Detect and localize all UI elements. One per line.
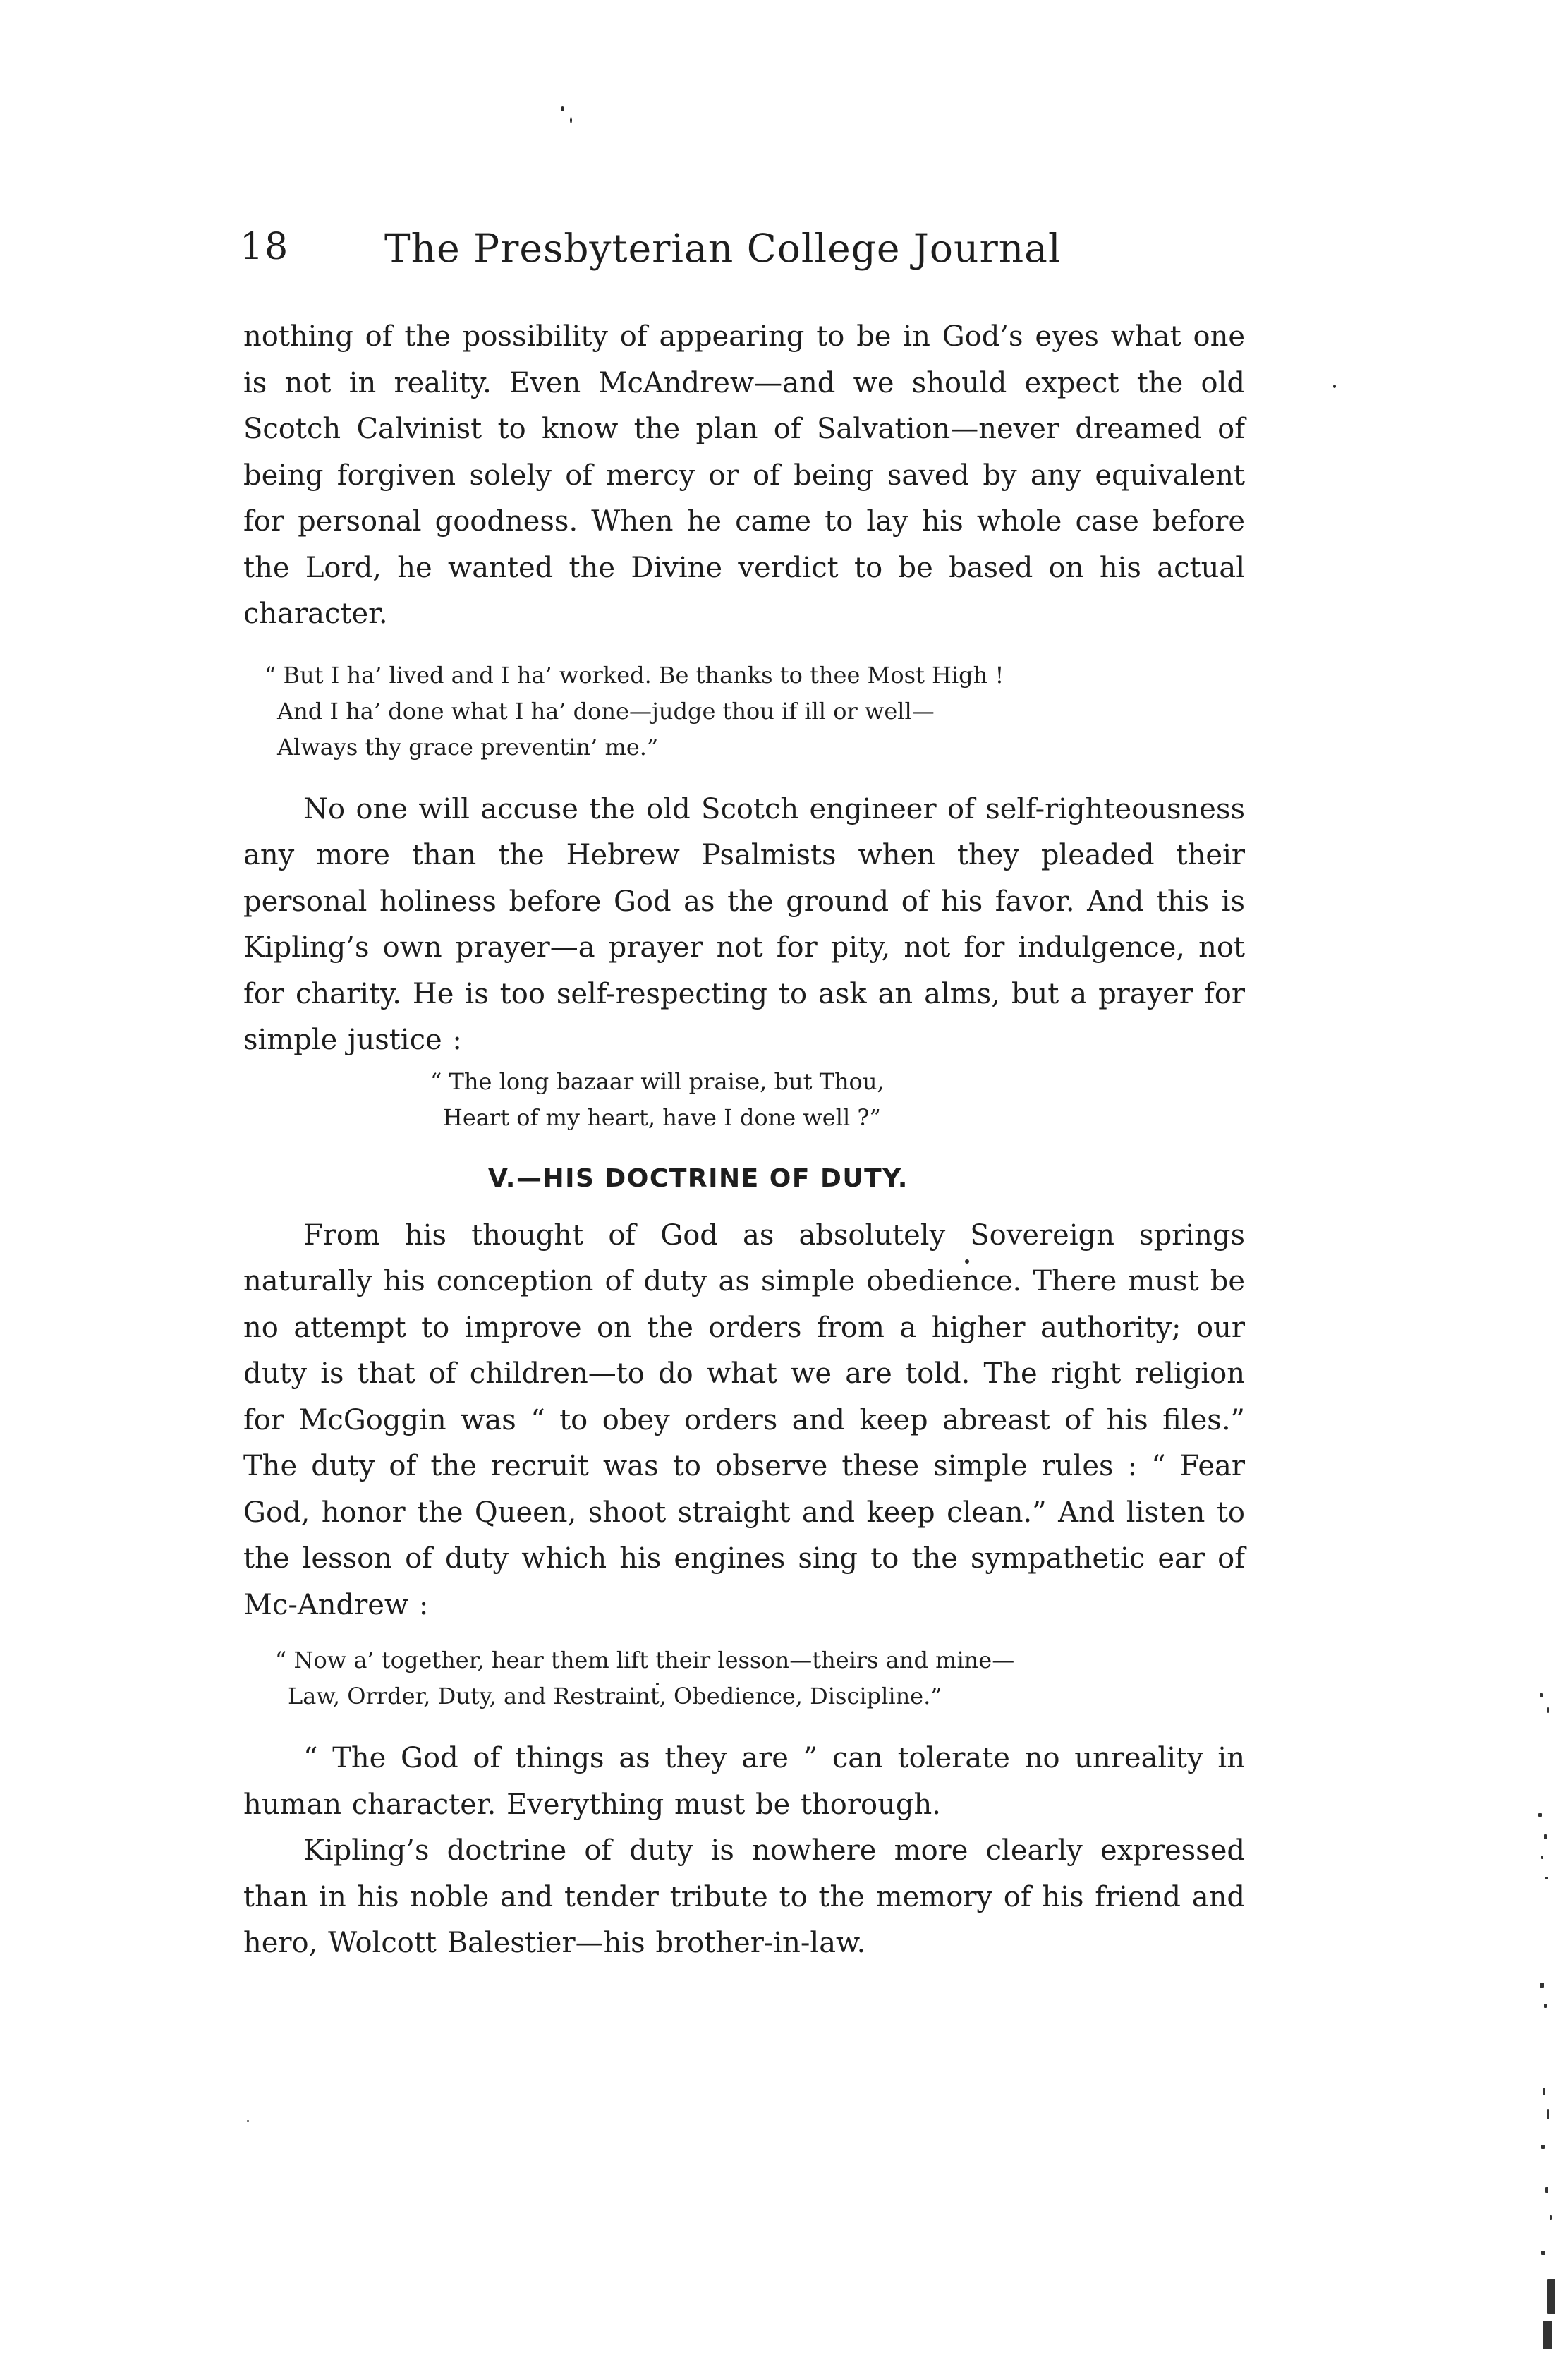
verse-quote: [275, 1642, 1245, 1714]
scan-speck: [247, 2120, 249, 2122]
section-heading: V.—HIS DOCTRINE OF DUTY.: [488, 1163, 908, 1193]
body-text: [243, 314, 1245, 1967]
binding-edge-marks: [1526, 1693, 1568, 2363]
page-number: 18: [240, 226, 290, 268]
page-header: [240, 226, 1107, 289]
verse-quote: [430, 1064, 1245, 1136]
verse-line: Heart of my heart, have I done well ?”: [443, 1103, 881, 1131]
verse-line: “ Now a’ together, hear them lift their lesson—theirs and mine—: [275, 1647, 1015, 1673]
scan-speck: [1333, 385, 1336, 388]
verse-line: Always thy grace preventin’ me.”: [277, 733, 659, 761]
verse-line: “ But I ha’ lived and I ha’ worked. Be thanks to thee Most High !: [265, 661, 1004, 689]
paragraph: nothing of the possibility of appearing to be in God’s eyes what one is not in reality. Even McAndrew—and we should expect the old Scotch Calvinist to know the plan of Salvation—never dreamed of being forgiven solely of mercy or of being saved by any equivalent for personal goodness. When he came to lay his whole case before the Lord, he wanted the Divine verdict to be based on his actual character.: [243, 320, 1245, 630]
verse-line: “ The long bazaar will praise, but Thou,: [430, 1067, 885, 1095]
scan-speck: [561, 106, 564, 111]
paragraph: From his thought of God as absolutely Sovereign springs naturally his conception of duty as simple obedience. There must be no attempt to improve on the orders from a higher authority; our duty is that of children—to do what we are told. The right religion for McGoggin was “ to obey orders and keep abreast of his files.” The duty of the recruit was to observe these simple rules : “ Fear God, honor the Queen, shoot straight and keep clean.” And listen to the lesson of duty which his engines sing to the sympathetic ear of Mc-Andrew :: [243, 1218, 1245, 1621]
verse-line: And I ha’ done what I ha’ done—judge thou if ill or well—: [277, 697, 935, 725]
scan-speck: [570, 117, 572, 123]
paragraph: No one will accuse the old Scotch engineer of self-righteousness any more than the Hebrew Psalmists when they pleaded their personal holiness before God as the ground of his favor. And this is Kipling’s own prayer—a prayer not for pity, not for indulgence, not for charity. He is too self-respecting to ask an alms, but a prayer for simple justice :: [243, 792, 1245, 1056]
running-head-title: The Presbyterian College Journal: [384, 226, 1062, 271]
verse-quote: [265, 658, 1245, 765]
verse-line: Law, Orrder, Duty, and Restraint, Obedience, Discipline.”: [288, 1683, 942, 1709]
paragraph: “ The God of things as they are ” can tolerate no unreality in human character. Everything must be thorough.: [243, 1742, 1245, 1821]
paragraph: Kipling’s doctrine of duty is nowhere more clearly expressed than in his noble and tender tribute to the memory of his friend and hero, Wolcott Balestier—his brother-in-law.: [243, 1834, 1245, 1959]
